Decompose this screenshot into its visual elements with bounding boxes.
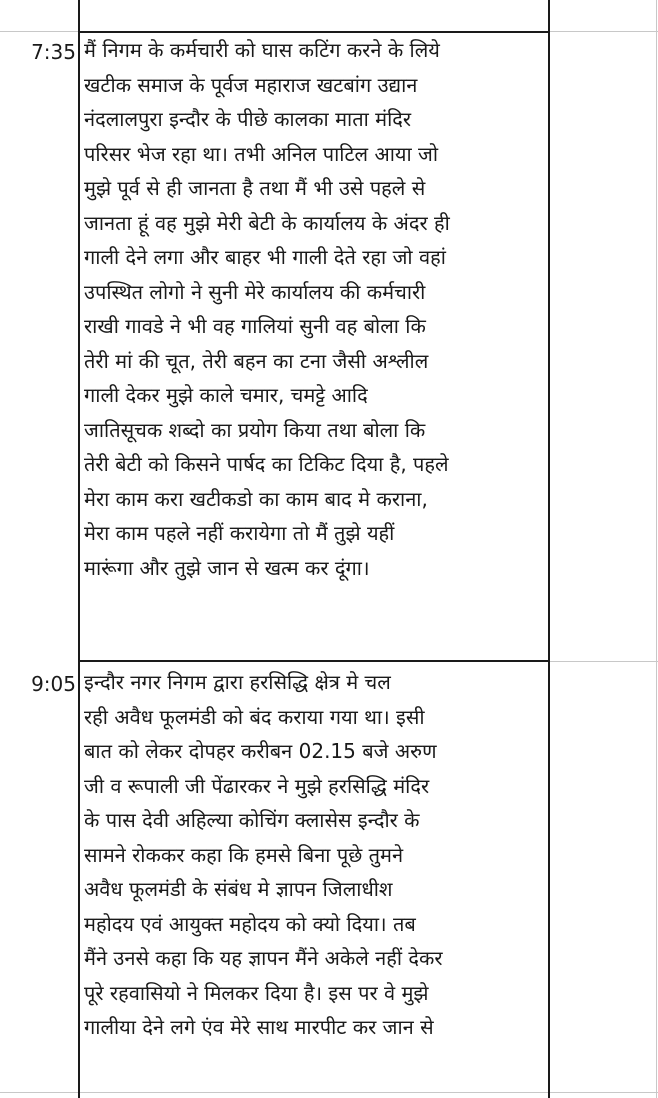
text-line: के पास देवी अहिल्या कोचिंग क्लासेस इन्दौर के — [84, 808, 420, 832]
grid-line-row-divider — [550, 661, 658, 662]
text-line: अवैध फूलमंडी के संबंध मे ज्ञापन जिलाधीश — [84, 877, 393, 901]
grid-line-bottom — [0, 1092, 658, 1093]
text-line: तेरी मां की चूत, तेरी बहन का टना जैसी अश्लील — [84, 348, 429, 373]
table-border-left — [78, 0, 80, 1098]
row-text-cell — [84, 33, 550, 585]
text-line: खटीक समाज के पूर्वज महाराज खटबांग उद्यान — [84, 72, 418, 97]
text-line: राखी गावडे ने भी वह गालियां सुनी वह बोला कि — [84, 314, 426, 338]
text-line: मेरा काम करा खटीकडो का काम बाद मे कराना, — [84, 486, 428, 511]
text-line: मैंने उनसे कहा कि यह ज्ञापन मैंने अकेले नहीं देकर — [84, 946, 443, 970]
text-line: बात को लेकर दोपहर करीबन 02.15 बजे अरुण — [84, 739, 437, 763]
text-line: तेरी बेटी को किसने पार्षद का टिकिट दिया है, पहले — [84, 452, 449, 476]
text-line: गाली देने लगा और बाहर भी गाली देते रहा जो वहां — [84, 245, 446, 269]
text-line: गाली देकर मुझे काले चमार, चमट्टे आदि — [84, 383, 368, 407]
row-time: 9:05 — [31, 672, 76, 696]
text-line: रही अवैध फूलमंडी को बंद कराया गया था। इसी — [84, 704, 425, 729]
row-text-cell — [84, 665, 550, 1045]
text-line: उपस्थित लोगो ने सुनी मेरे कार्यालय की कर्मचारी — [84, 279, 426, 304]
text-line: गालीया देने लगे एंव मेरे साथ मारपीट कर जान से — [84, 1015, 434, 1039]
text-line: मारूंगा और तुझे जान से खत्म कर दूंगा। — [84, 555, 370, 580]
text-line: नंदलालपुरा इन्दौर के पीछे कालका माता मंदिर — [84, 107, 412, 131]
text-line: मैं निगम के कर्मचारी को घास कटिंग करने के लिये — [84, 38, 440, 62]
text-line: इन्दौर नगर निगम द्वारा हरसिद्धि क्षेत्र मे चल — [84, 670, 391, 694]
grid-line-right — [656, 0, 657, 1098]
table-row-separator — [78, 660, 550, 662]
text-line: जातिसूचक शब्दो का प्रयोग किया तथा बोला कि — [84, 417, 426, 442]
text-line: जी व रूपाली जी पेंढारकर ने मुझे हरसिद्धि मंदिर — [84, 773, 430, 798]
text-line: मेरा काम पहले नहीं करायेगा तो मैं तुझे यहीं — [84, 521, 395, 545]
text-line: परिसर भेज रहा था। तभी अनिल पाटिल आया जो — [84, 141, 439, 166]
text-line: पूरे रहवासियो ने मिलकर दिया है। इस पर वे मुझे — [84, 980, 429, 1005]
text-line: मुझे पूर्व से ही जानता है तथा मैं भी उसे पहले से — [84, 176, 426, 200]
text-line: जानता हूं वह मुझे मेरी बेटी के कार्यालय के अंदर ही — [84, 210, 450, 235]
text-line: महोदय एवं आयुक्त महोदय को क्यो दिया। तब — [84, 911, 416, 936]
row-time: 7:35 — [31, 40, 76, 64]
text-line: सामने रोककर कहा कि हमसे बिना पूछे तुमने — [84, 842, 404, 867]
